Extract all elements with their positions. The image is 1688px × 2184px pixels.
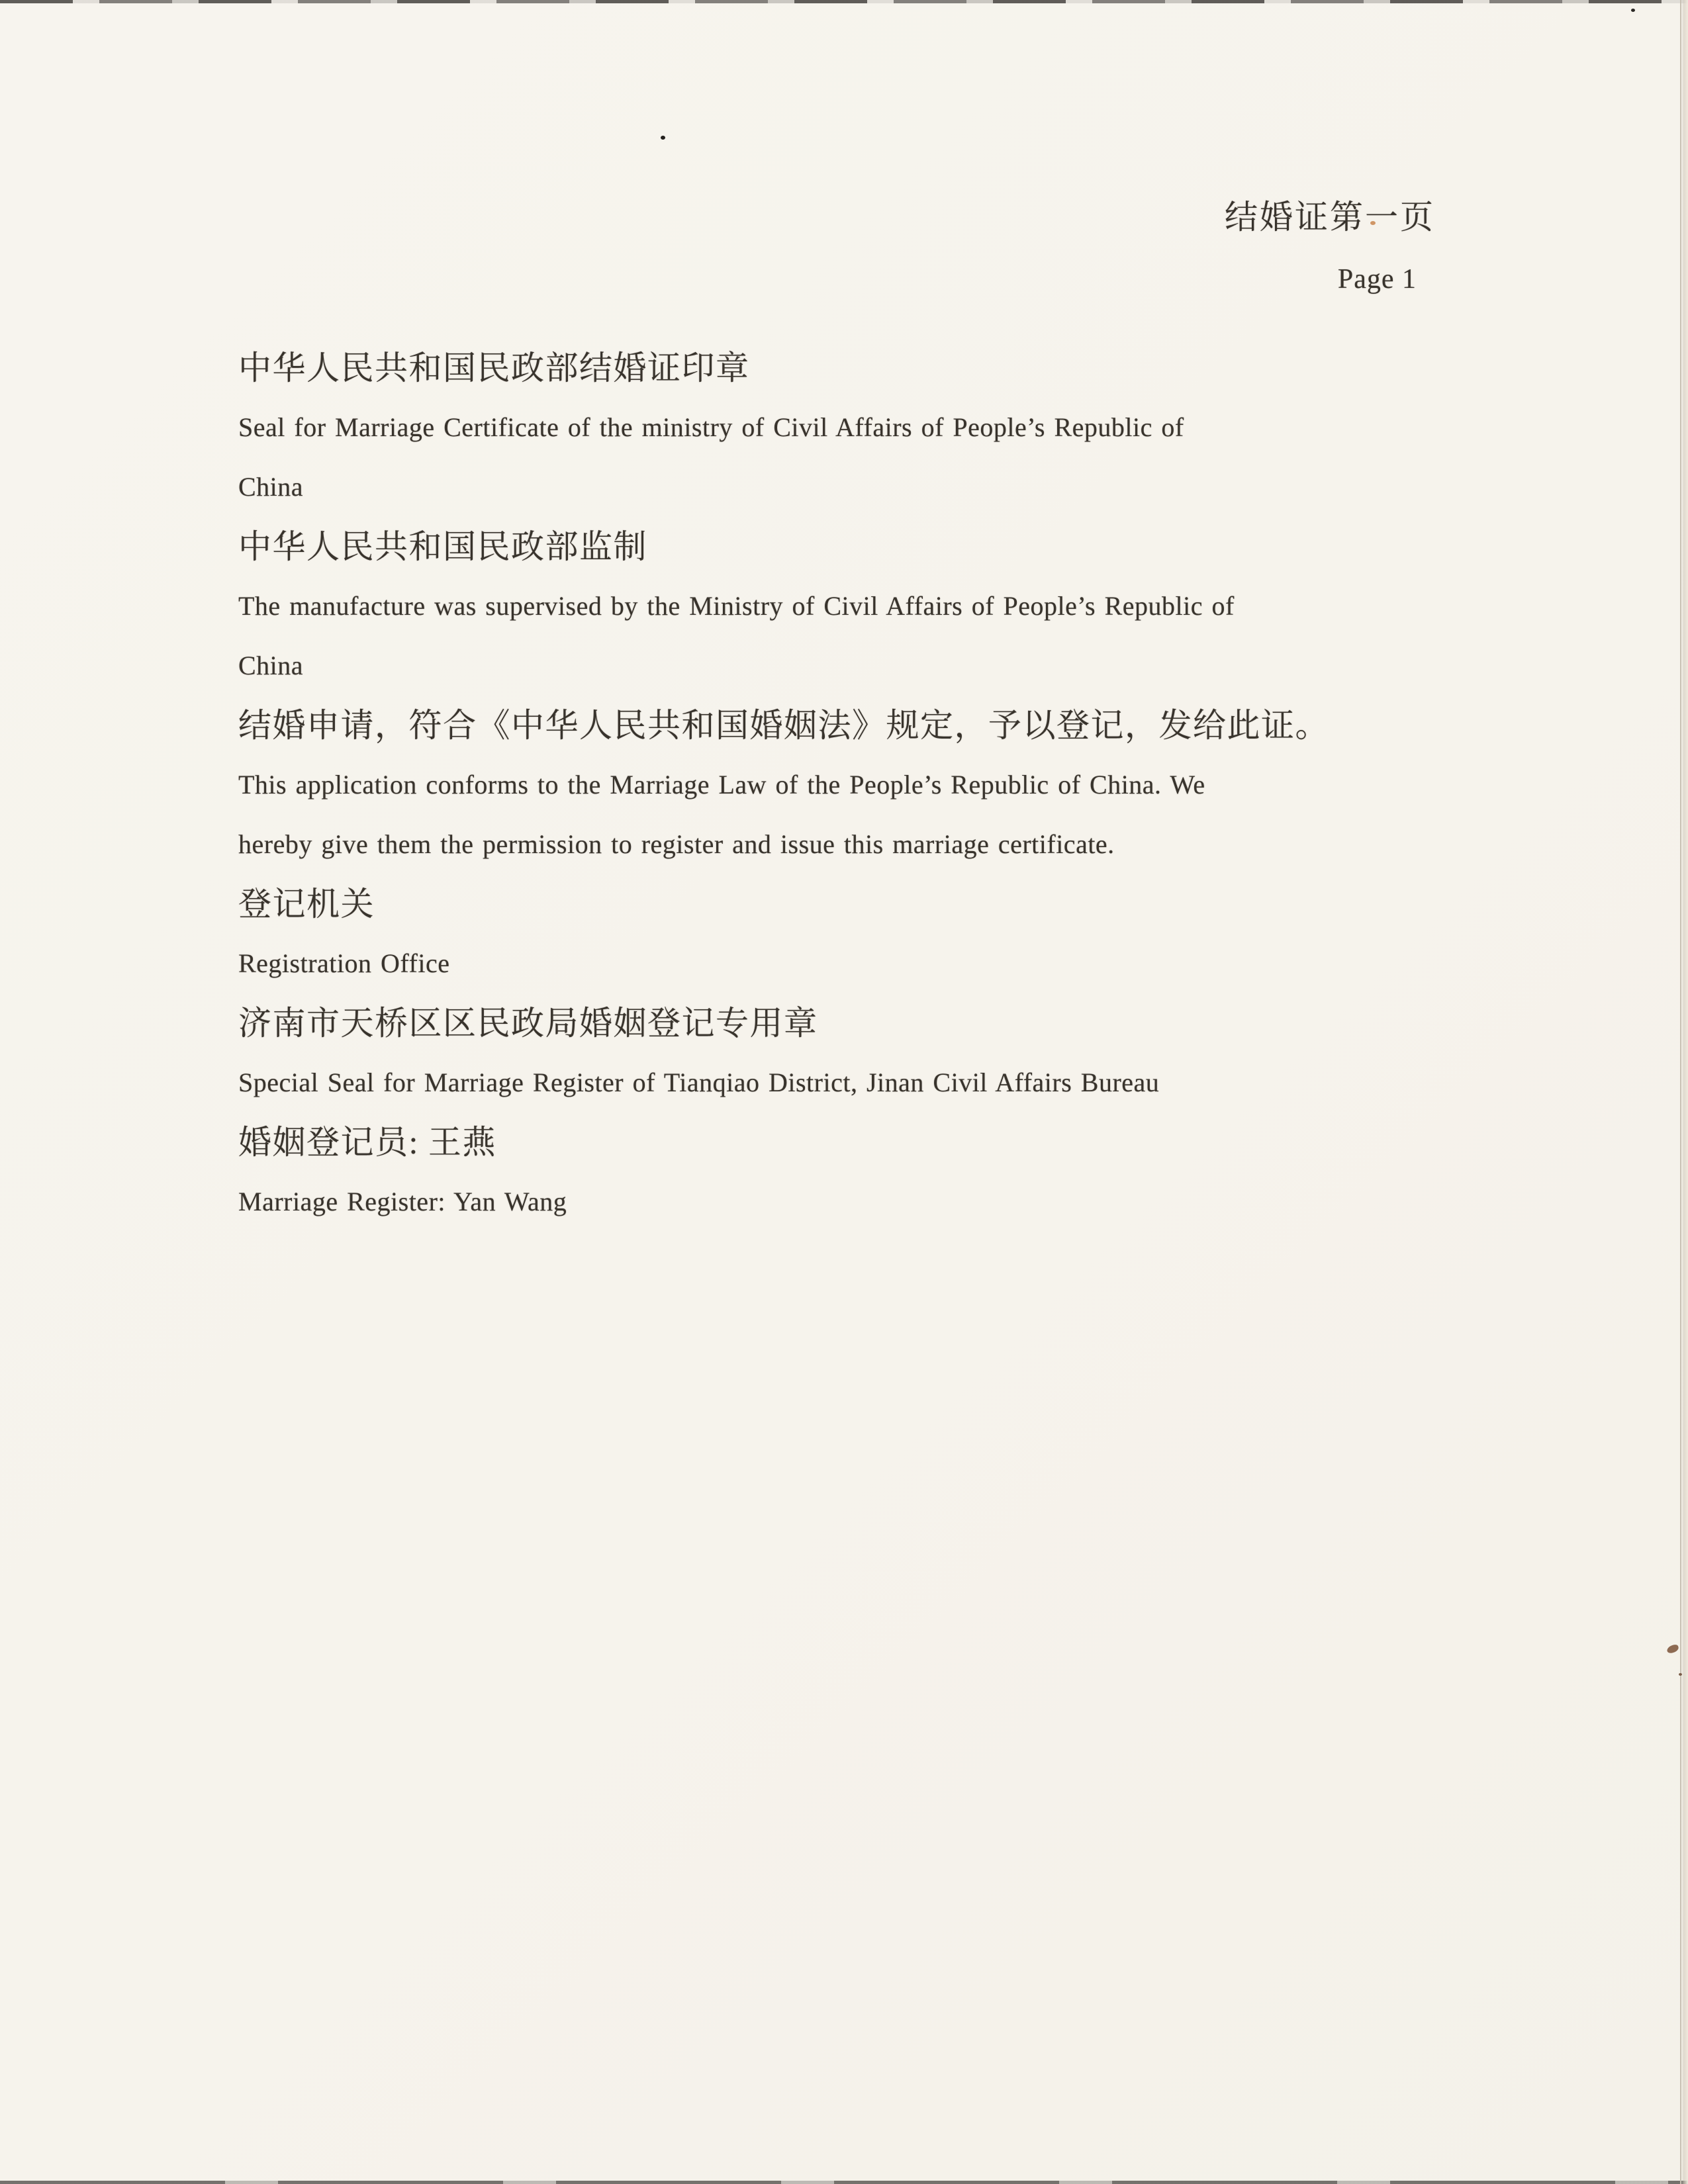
line-approval-statement-en-2: hereby give them the permission to register and issue this marriage certificate. — [238, 829, 1115, 859]
dust-speck — [661, 136, 665, 140]
line-registration-office-cn: 登记机关 — [238, 886, 375, 923]
page-label-chinese: 结婚证第一页 — [1225, 199, 1435, 236]
page-label-english: Page 1 — [1337, 264, 1417, 295]
line-seal-title-en-1: Seal for Marriage Certificate of the ministry of Civil Affairs of People’s Republic of — [238, 412, 1184, 442]
line-approval-statement-cn: 结婚申请，符合《中华人民共和国婚姻法》规定，予以登记，发给此证。 — [238, 707, 1329, 744]
dust-speck — [1631, 9, 1635, 12]
document-body — [238, 338, 1470, 1232]
line-special-seal-cn: 济南市天桥区区民政局婚姻登记专用章 — [238, 1005, 818, 1042]
line-special-seal-en: Special Seal for Marriage Register of Tianqiao District, Jinan Civil Affairs Bureau — [238, 1068, 1160, 1097]
scan-edge-right-paper-edge — [1680, 0, 1688, 2184]
line-seal-title-en-2: China — [238, 472, 304, 502]
line-registration-office-en: Registration Office — [238, 948, 450, 978]
scan-edge-bottom — [0, 2181, 1688, 2184]
dust-speck — [1666, 1643, 1680, 1654]
line-registrar-name-cn: 婚姻登记员: 王燕 — [238, 1124, 496, 1161]
line-supervision-en-1: The manufacture was supervised by the Ministry of Civil Affairs of People’s Republic of — [238, 591, 1235, 621]
line-registrar-name-en: Marriage Register: Yan Wang — [238, 1187, 567, 1216]
scan-edge-top — [0, 0, 1688, 3]
line-supervision-en-2: China — [238, 651, 304, 680]
line-seal-title-cn: 中华人民共和国民政部结婚证印章 — [238, 349, 750, 387]
line-supervision-cn: 中华人民共和国民政部监制 — [238, 528, 647, 565]
page-header — [1225, 186, 1435, 310]
line-approval-statement-en-1: This application conforms to the Marriage Law of the People’s Republic of China. We — [238, 770, 1205, 799]
dust-speck — [1679, 1673, 1682, 1676]
